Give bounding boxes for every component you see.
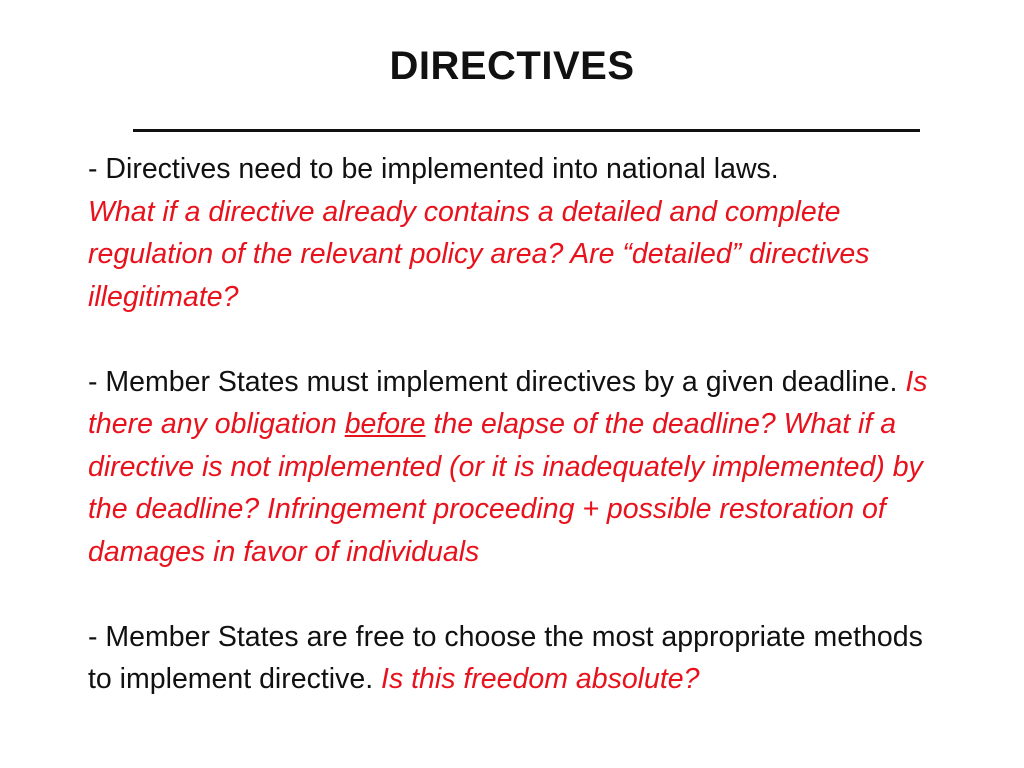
question-deadline-emphasis: before <box>344 408 426 440</box>
slide-body <box>88 148 948 701</box>
paragraph-methods <box>88 616 948 701</box>
paragraph-implementation <box>88 148 948 318</box>
question-freedom: Is this freedom absolute? <box>381 663 700 695</box>
paragraph-spacer <box>88 318 948 361</box>
question-deadline-before: Is there any obligation <box>88 365 928 440</box>
slide-title: DIRECTIVES <box>389 44 635 88</box>
statement-methods: - Member States are free to choose the most appropriate methods to implement directive. <box>88 620 923 695</box>
question-deadline-after: the elapse of the deadline? What if a directive is not implemented (or it is inadequately implemented) by the deadline? Infringement proceeding + possible restoration of damages in favor of individuals <box>88 408 923 568</box>
paragraph-spacer <box>88 573 948 616</box>
statement-deadline: - Member States must implement directives by a given deadline. <box>88 365 898 398</box>
statement-implementation: - Directives need to be implemented into national laws. <box>88 153 779 185</box>
title-underline <box>133 129 920 132</box>
question-detailed-directives: What if a directive already contains a detailed and complete regulation of the relevant policy area? Are “detailed” directives illegitimate? <box>88 195 870 313</box>
paragraph-deadline <box>88 361 948 574</box>
